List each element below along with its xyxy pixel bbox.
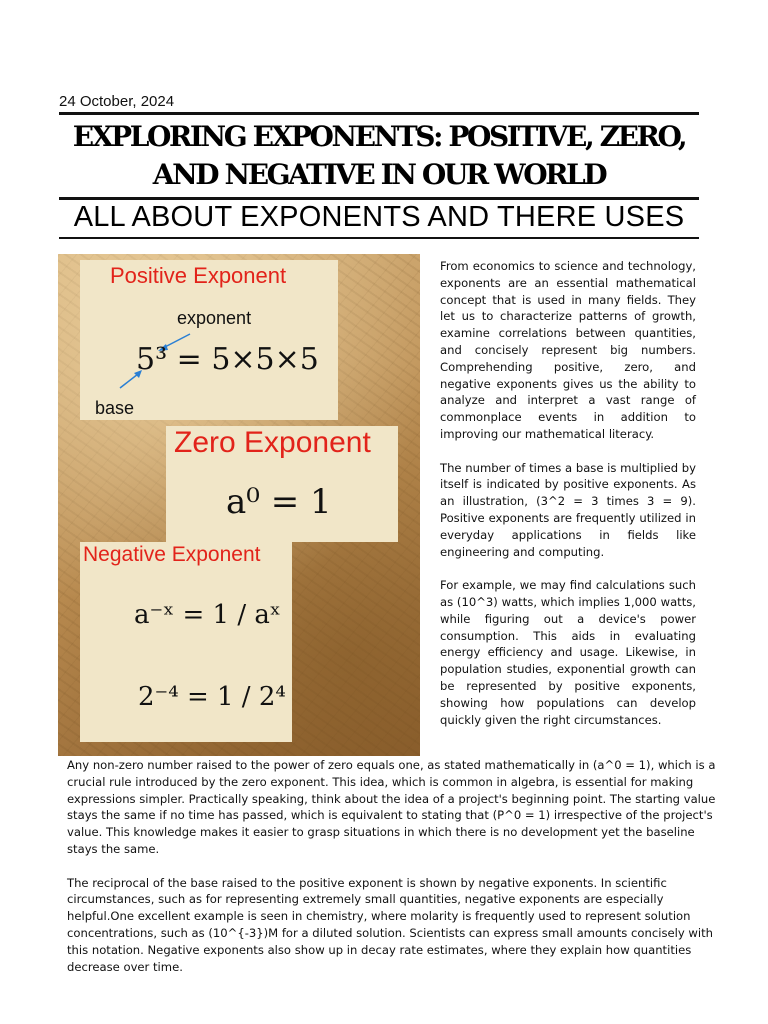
- exponents-illustration: [58, 254, 420, 756]
- negative-exponent-equation-2: 2⁻⁴ = 1 / 2⁴: [138, 682, 286, 712]
- top-divider: [59, 112, 699, 115]
- positive-exponent-label: Positive Exponent: [110, 263, 287, 288]
- paragraph: For example, we may find calculations such as (10^3) watts, which implies 1,000 watts, while figuring out a device's power consumption. This aids in evaluating energy efficiency and usage. Likewise, in population studies, exponential growth can be represented by positive exponents, showing how populations can develop quickly given the right circumstances.: [440, 578, 696, 727]
- exponent-annotation: exponent: [177, 308, 252, 328]
- zero-exponent-label: Zero Exponent: [174, 426, 371, 459]
- paragraph: Any non-zero number raised to the power of zero equals one, as stated mathematically in (a^0 = 1), which is a crucial rule introduced by the zero exponent. This idea, which is common in algebra, is essential for making expressions simpler. Practically speaking, think about the idea of a project's beginning point. The starting value stays the same if no time has passed, which is equivalent to stating that (P^0 = 1) irrespective of the project's value. This knowledge makes it easier to grasp situations in which there is no development yet the baseline stays the same.: [67, 758, 716, 856]
- negative-exponent-label: Negative Exponent: [83, 543, 261, 566]
- negative-exponent-equation-1: a⁻ˣ = 1 / aˣ: [134, 600, 281, 630]
- paragraph: The number of times a base is multiplied by itself is indicated by positive exponents. As an illustration, (3^2 = 3 times 3 = 9). Positive exponents are frequently utilized in everyday applications in fields like engineering and computing.: [440, 460, 696, 559]
- article-title: EXPLORING EXPONENTS: POSITIVE, ZERO, AND NEGATIVE IN OUR WORLD: [72, 120, 686, 191]
- base-annotation: base: [95, 398, 135, 418]
- paragraph: The reciprocal of the base raised to the positive exponent is shown by negative exponents. In scientific circumstances, such as for representing extremely small quantities, negative exponents are especially helpful.One excellent example is seen in chemistry, where molarity is frequently used to represent solution concentrations, such as (10^{-3})M for a diluted solution. Scientists can express small amounts concisely with this notation. Negative exponents also show up in decay rate estimates, where they explain how quantities decrease over time.: [67, 875, 713, 974]
- right-column-text: [440, 258, 696, 745]
- full-width-text: [67, 757, 719, 992]
- paragraph: From economics to science and technology, exponents are an essential mathematical concept that is used in many fields. They let us to characterize patterns of growth, examine correlations between quantities, and concisely represent big numbers. Comprehending positive, zero, and negative exponents gives us the ability to analyze and interpret a vast range of commonplace events in addition to improving our mathematical literacy.: [440, 259, 696, 441]
- subtitle-divider: [59, 237, 699, 239]
- positive-exponent-equation: 5³ = 5×5×5: [136, 342, 319, 377]
- article-subtitle: ALL ABOUT EXPONENTS AND THERE USES: [73, 201, 685, 233]
- article-date: 24 October, 2024: [59, 93, 175, 110]
- zero-exponent-equation: a⁰ = 1: [226, 482, 332, 522]
